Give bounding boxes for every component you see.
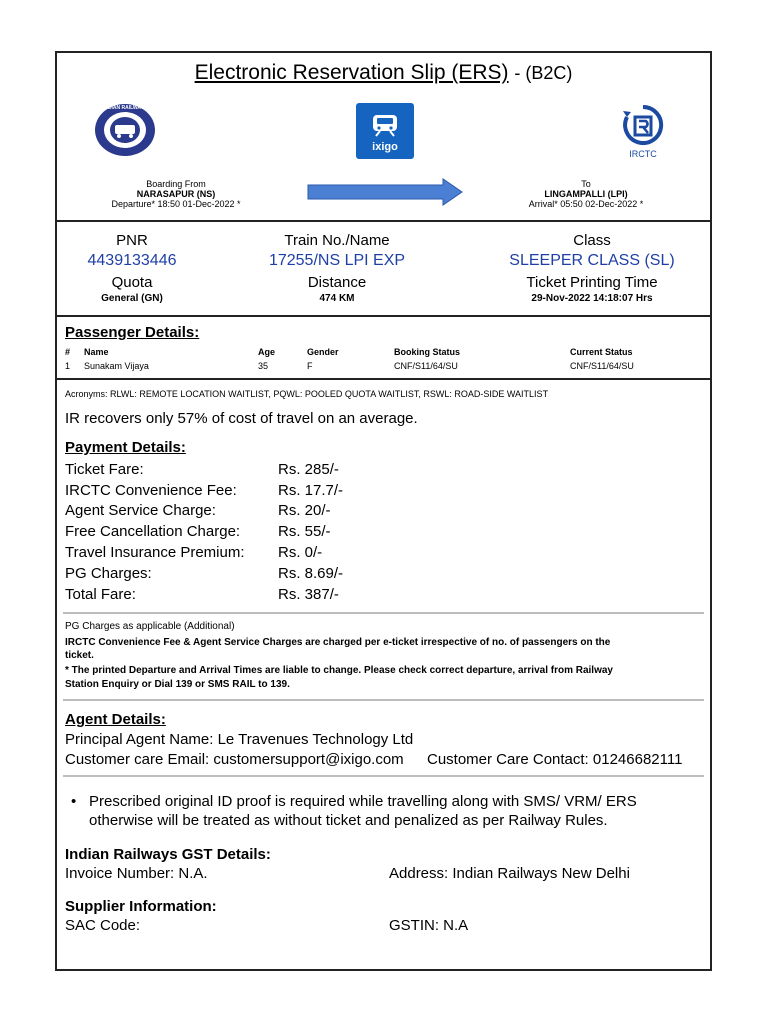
pg-charges-note: PG Charges as applicable (Additional): [65, 621, 235, 632]
passenger-cell-num: 1: [65, 361, 71, 371]
payment-row: [65, 521, 395, 542]
divider: [63, 775, 704, 777]
destination-block: [512, 179, 660, 209]
print-time-value: 29-Nov-2022 14:18:07 Hrs: [531, 293, 653, 304]
divider: [63, 612, 704, 614]
payment-list: [65, 459, 395, 605]
customer-care-contact: Customer Care Contact: 01246682111: [427, 751, 683, 768]
train-block: [247, 232, 427, 270]
payment-value: Rs. 387/-: [278, 585, 339, 603]
payment-row: [65, 563, 395, 584]
irctc-logo: [619, 103, 667, 163]
passenger-col-current-status: Current Status: [570, 347, 633, 357]
supplier-info-title: Supplier Information:: [65, 898, 217, 915]
boarding-from-label: Boarding From: [146, 179, 206, 189]
class-label: Class: [573, 232, 611, 249]
customer-care-email: Customer care Email: customersupport@ixigo.com: [65, 751, 404, 768]
payment-label: Travel Insurance Premium:: [65, 544, 245, 562]
journey-arrow-icon: [307, 178, 463, 211]
passenger-details-title: Passenger Details:: [65, 324, 200, 341]
class-value: SLEEPER CLASS (SL): [509, 252, 675, 269]
gst-details-title: Indian Railways GST Details:: [65, 846, 271, 863]
passenger-col-name: Name: [84, 347, 109, 357]
passenger-cell-current-status: CNF/S11/64/SU: [570, 361, 634, 371]
passenger-cell-name: Sunakam Vijaya: [84, 361, 149, 371]
payment-value: Rs. 20/-: [278, 502, 331, 520]
payment-row: [65, 459, 395, 480]
train-value: 17255/NS LPI EXP: [268, 252, 406, 269]
print-time-label: Ticket Printing Time: [526, 274, 658, 291]
convenience-fee-note: IRCTC Convenience Fee & Agent Service Charges are charged per e-ticket irrespective of no. of passengers on the: [65, 637, 611, 648]
payment-label: IRCTC Convenience Fee:: [65, 481, 237, 499]
divider: [57, 220, 710, 222]
payment-value: Rs. 17.7/-: [278, 481, 344, 499]
payment-row: [65, 480, 395, 501]
ers-title-row: [57, 61, 710, 85]
distance-block: [247, 274, 427, 304]
agent-details-title: Agent Details:: [65, 711, 166, 728]
payment-row: [65, 501, 395, 522]
distance-label: Distance: [307, 274, 367, 291]
payment-value: Rs. 8.69/-: [278, 564, 344, 582]
pnr-value: 4439133446: [87, 252, 177, 269]
quota-block: [67, 274, 197, 304]
bullet-icon: •: [71, 793, 77, 810]
to-label: To: [581, 179, 591, 189]
gstin: GSTIN: N.A: [389, 917, 469, 934]
invoice-number: Invoice Number: N.A.: [65, 865, 208, 882]
payment-row-total: [65, 584, 395, 605]
distance-value: 474 KM: [319, 293, 355, 304]
divider: [57, 378, 710, 380]
boarding-block: [91, 179, 261, 209]
payment-label: Total Fare:: [65, 585, 136, 603]
divider: [63, 699, 704, 701]
ers-title: Electronic Reservation Slip (ERS): [194, 61, 509, 84]
payment-value: Rs. 0/-: [278, 544, 323, 562]
passenger-cell-age: 35: [258, 361, 269, 371]
railways-seal-text: INDIAN RAILWAYS: [102, 105, 148, 111]
ers-ticket-frame: [55, 51, 712, 971]
irctc-label: IRCTC: [629, 149, 657, 159]
id-proof-note-cont: otherwise will be treated as without ticket and penalized as per Railway Rules.: [89, 812, 608, 829]
print-time-block: [487, 274, 697, 304]
times-note: * The printed Departure and Arrival Times are liable to change. Please check correct departure, arrival from Railway: [65, 665, 613, 676]
payment-label: Agent Service Charge:: [65, 502, 216, 520]
passenger-col-age: Age: [258, 347, 276, 357]
sac-code: SAC Code:: [65, 917, 141, 934]
arrival-time: Arrival* 05:50 02-Dec-2022 *: [528, 199, 644, 209]
payment-label: Ticket Fare:: [65, 460, 144, 478]
passenger-cell-gender: F: [307, 361, 313, 371]
payment-label: PG Charges:: [65, 564, 152, 582]
payment-row: [65, 542, 395, 563]
payment-details-title: Payment Details:: [65, 439, 186, 456]
train-label: Train No./Name: [284, 232, 390, 249]
ixigo-label: ixigo: [372, 141, 398, 153]
boarding-station: NARASAPUR (NS): [136, 189, 216, 199]
class-block: [487, 232, 697, 270]
payment-label: Free Cancellation Charge:: [65, 523, 241, 541]
indian-railways-logo: [94, 103, 156, 157]
ir-cost-note: IR recovers only 57% of cost of travel on an average.: [65, 410, 418, 427]
passenger-col-booking-status: Booking Status: [394, 347, 461, 357]
passenger-cell-booking-status: CNF/S11/64/SU: [394, 361, 458, 371]
payment-value: Rs. 55/-: [278, 523, 331, 541]
quota-label: Quota: [111, 274, 153, 291]
divider: [57, 315, 710, 317]
convenience-fee-note-cont: ticket.: [65, 650, 94, 661]
passenger-col-gender: Gender: [307, 347, 339, 357]
ers-title-suffix: - (B2C): [514, 63, 573, 83]
id-proof-note: Prescribed original ID proof is required while travelling along with SMS/ VRM/ ERS: [89, 793, 637, 810]
gst-address: Address: Indian Railways New Delhi: [389, 865, 630, 882]
passenger-col-num: #: [65, 347, 71, 357]
acronyms-note: Acronyms: RLWL: REMOTE LOCATION WAITLIST, PQWL: POOLED QUOTA WAITLIST, RSWL: ROAD-SIDE WAITLIST: [65, 389, 549, 399]
pnr-label: PNR: [116, 232, 148, 249]
principal-agent-name: Principal Agent Name: Le Travenues Technology Ltd: [65, 731, 414, 748]
destination-station: LINGAMPALLI (LPI): [544, 189, 628, 199]
departure-time: Departure* 18:50 01-Dec-2022 *: [111, 199, 241, 209]
ixigo-logo: [356, 103, 414, 159]
quota-value: General (GN): [101, 293, 163, 304]
times-note-cont: Station Enquiry or Dial 139 or SMS RAIL to 139.: [65, 679, 290, 690]
train-icon: [370, 113, 400, 137]
pnr-block: [67, 232, 197, 270]
payment-value: Rs. 285/-: [278, 460, 339, 478]
